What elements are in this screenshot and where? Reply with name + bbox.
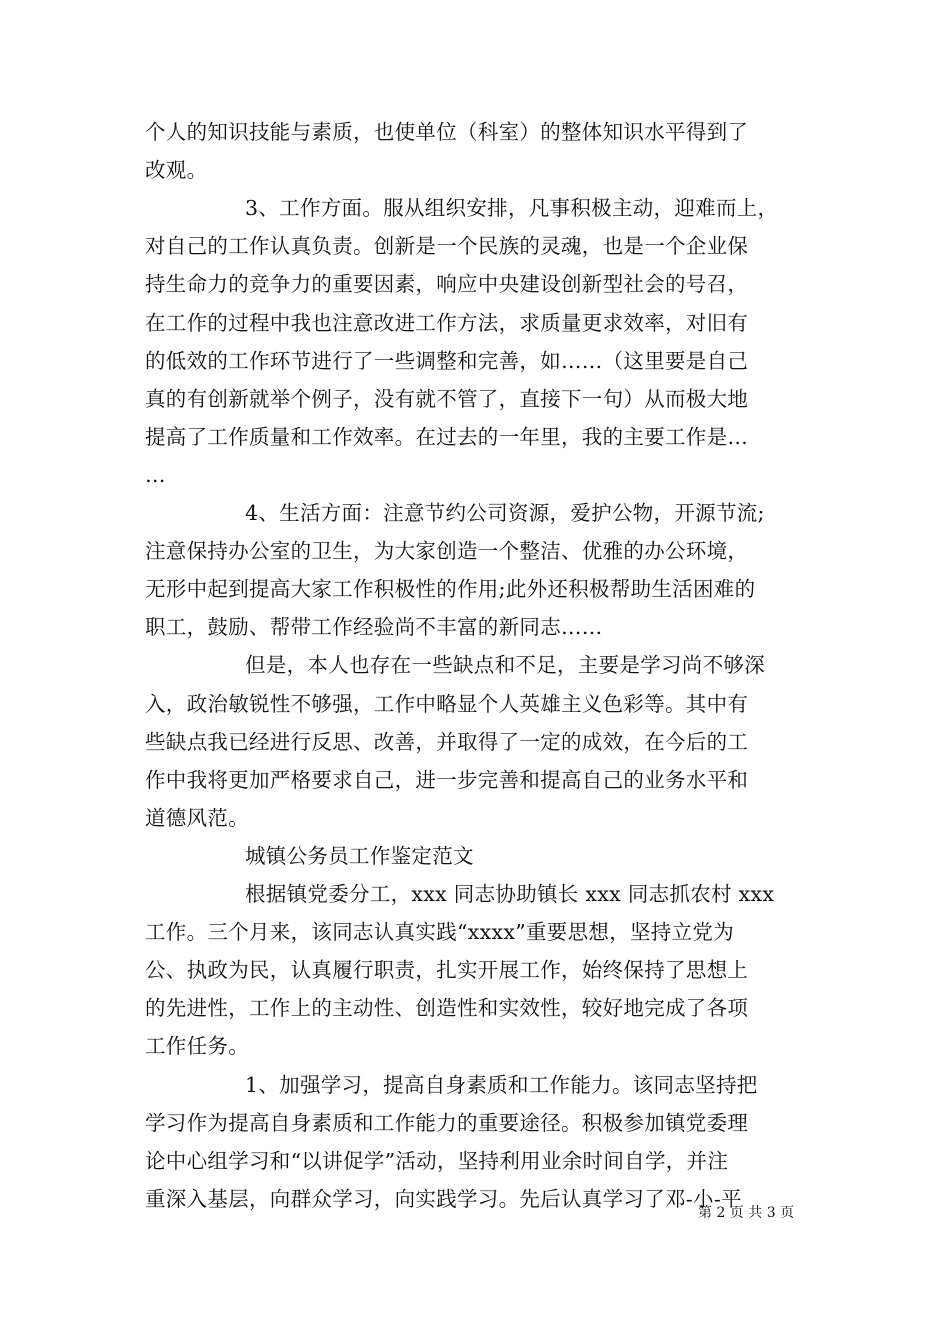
text-line: 作中我将更加严格要求自己，进一步完善和提高自己的业务水平和 (145, 767, 749, 792)
text-line: 真的有创新就举个例子，没有就不管了，直接下一句）从而极大地 (145, 386, 749, 411)
text-line: 个人的知识技能与素质，也使单位（科室）的整体知识水平得到了 (145, 120, 749, 144)
text-line: 对自己的工作认真负责。创新是一个民族的灵魂，也是一个企业保 (145, 234, 749, 259)
text-line: 入，政治敏锐性不够强，工作中略显个人英雄主义色彩等。其中有 (145, 691, 749, 716)
page-number-footer: 第 2 页 共 3 页 (698, 1205, 795, 1221)
text-line: 工作任务。 (145, 1034, 249, 1059)
text-line: 的先进性，工作上的主动性、创造性和实效性，较好地完成了各项 (145, 996, 749, 1021)
text-line: 的低效的工作环节进行了一些调整和完善，如……（这里要是自己 (145, 348, 749, 373)
text-line: 重深入基层，向群众学习，向实践学习。先后认真学习了邓-小-平 (145, 1186, 742, 1211)
text-line: 注意保持办公室的卫生，为大家创造一个整洁、优雅的办公环境， (145, 539, 749, 564)
text-line: 提高了工作质量和工作效率。在过去的一年里，我的主要工作是… (145, 424, 749, 449)
text-line: 3、工作方面。服从组织安排，凡事积极主动，迎难而上， (245, 196, 779, 221)
text-line: 职工，鼓励、帮带工作经验尚不丰富的新同志…… (145, 615, 603, 640)
text-line: … (145, 462, 166, 487)
text-line: 些缺点我已经进行反思、改善，并取得了一定的成效，在今后的工 (145, 729, 749, 754)
text-line: 论中心组学习和“以讲促学”活动，坚持利用业余时间自学，并注 (145, 1148, 729, 1173)
text-line: 1、加强学习，提高自身素质和工作能力。该同志坚持把 (245, 1072, 758, 1097)
text-line: 公、执政为民，认真履行职责，扎实开展工作，始终保持了思想上 (145, 958, 749, 983)
text-line: 城镇公务员工作鉴定范文 (245, 843, 474, 868)
text-line: 在工作的过程中我也注意改进工作方法，求质量更求效率，对旧有 (145, 310, 749, 335)
text-line: 但是，本人也存在一些缺点和不足，主要是学习尚不够深 (245, 653, 765, 678)
text-line: 根据镇党委分工，xxx 同志协助镇长 xxx 同志抓农村 xxx (245, 882, 775, 906)
text-line: 改观。 (145, 158, 208, 183)
text-line: 持生命力的竞争力的重要因素，响应中央建设创新型社会的号召， (145, 272, 749, 297)
text-line: 学习作为提高自身素质和工作能力的重要途径。积极参加镇党委理 (145, 1110, 749, 1135)
text-line: 工作。三个月来，该同志认真实践“xxxx”重要思想，坚持立党为 (145, 920, 735, 945)
text-line: 无形中起到提高大家工作积极性的作用;此外还积极帮助生活困难的 (145, 577, 756, 602)
text-line: 道德风范。 (145, 805, 249, 830)
text-line: 4、生活方面：注意节约公司资源，爱护公物，开源节流; (245, 501, 765, 525)
